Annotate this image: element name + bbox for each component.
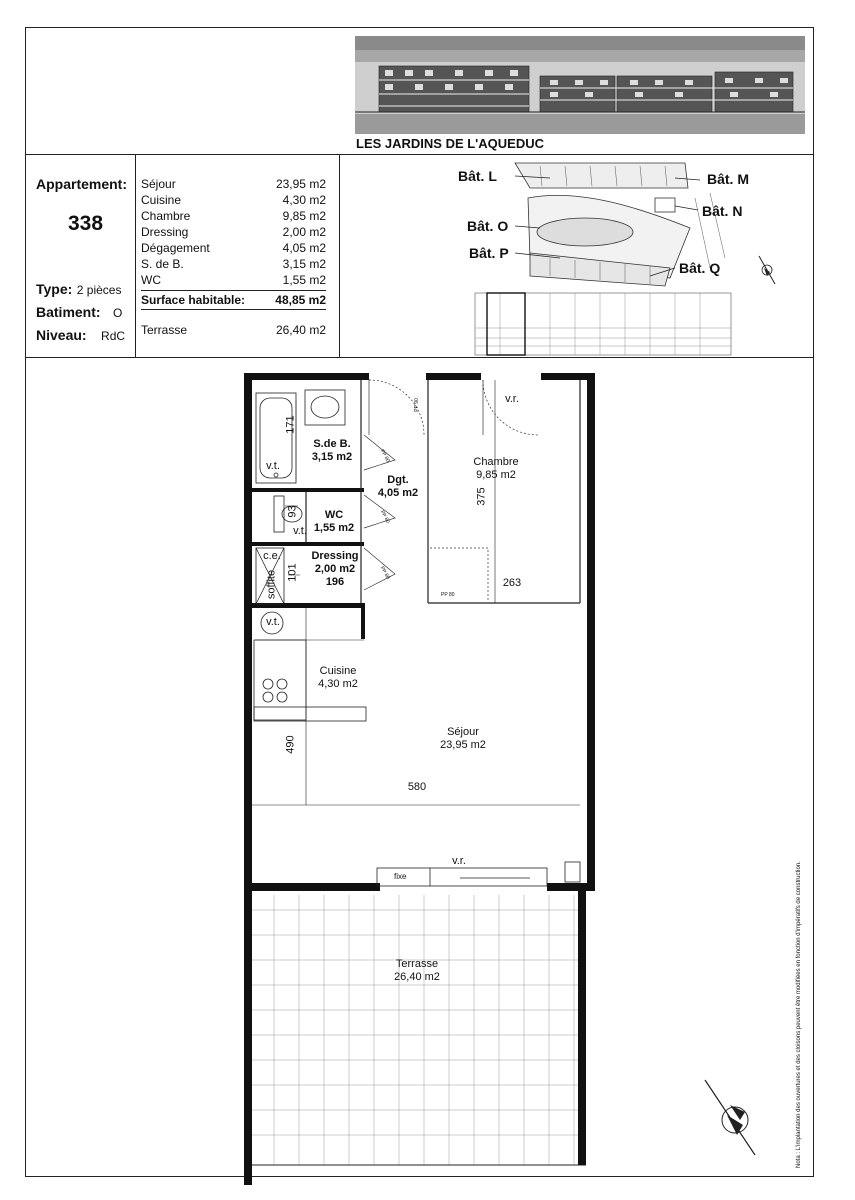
sejour-label	[426, 726, 500, 752]
terrace-tiles	[252, 895, 578, 1165]
cuisine-label	[308, 665, 368, 691]
room-name: Dgt.	[387, 474, 409, 486]
room-name: Cuisine	[141, 193, 182, 207]
dim-93: 93	[286, 505, 299, 518]
bay-window	[377, 862, 580, 886]
room-area: 4,30 m2	[282, 193, 326, 207]
room-area: 4,05 m2	[282, 241, 326, 255]
room-area: 1,55 m2	[282, 273, 326, 287]
room-area: 4,30 m2	[318, 678, 358, 690]
apartment-label: Appartement:	[36, 176, 128, 192]
sdb-label	[306, 438, 358, 464]
door-pp80-label: PP 80	[378, 448, 391, 464]
room-name: Chambre	[141, 209, 191, 223]
building-label: Batiment:	[36, 304, 101, 320]
room-name: Dressing	[141, 225, 189, 239]
chambre-label	[460, 456, 532, 482]
level-value: RdC	[101, 329, 126, 343]
surface-value: 48,85 m2	[275, 293, 326, 307]
dim-375: 375	[475, 487, 488, 506]
apartment-number: 338	[68, 212, 104, 235]
construction-note: Nota : L'implantation des ouvertures et des cloisons peuvent être modifiées en fonction d'impératifs de construction.	[796, 861, 802, 1168]
dgt-label	[372, 474, 424, 500]
room-name: Séjour	[447, 726, 479, 738]
washbasin-icon	[305, 390, 345, 425]
room-name: S. de B.	[141, 257, 184, 271]
room-area: 3,15 m2	[311, 451, 353, 463]
terrace-value: 26,40 m2	[275, 323, 326, 337]
surface-label: Surface habitable:	[141, 293, 246, 307]
room-name: Chambre	[473, 456, 519, 468]
dressing-label	[306, 550, 364, 589]
room-area: 9,85 m2	[476, 469, 516, 481]
dim-171: 171	[284, 415, 297, 434]
terrace-label: Terrasse	[141, 323, 188, 337]
bat-l-label: Bât. L	[458, 168, 497, 184]
terrasse-label	[380, 958, 454, 984]
room-name: WC	[141, 273, 161, 287]
type-value: 2 pièces	[76, 283, 122, 297]
room-area: 2,00 m2	[282, 225, 326, 239]
vr-label: v.r.	[452, 855, 466, 867]
room-area: 4,05 m2	[377, 487, 419, 499]
room-area: 23,95 m2	[440, 739, 486, 751]
room-area: 23,95 m2	[275, 177, 326, 191]
bat-o-label: Bât. O	[467, 218, 509, 234]
room-name: Dégagement	[141, 241, 210, 255]
door-pp80-label: PP 80	[441, 592, 455, 598]
dimension-label: 196	[325, 576, 345, 588]
room-name: S.de B.	[313, 438, 351, 450]
fixe-label: fixe	[394, 872, 407, 881]
room-name: WC	[324, 509, 344, 521]
door-pp80-label: PP 80	[378, 509, 391, 525]
bat-n-label: Bât. N	[702, 203, 743, 219]
dim-101: 101	[286, 563, 299, 582]
room-area: 9,85 m2	[282, 209, 326, 223]
type-label: Type:	[36, 281, 73, 297]
dim-490: 490	[284, 735, 297, 754]
level-label: Niveau:	[36, 327, 87, 343]
room-area: 26,40 m2	[394, 971, 440, 983]
door-pp90-label: PP 90	[413, 398, 420, 412]
dim-580: 580	[407, 781, 427, 793]
room-name: Cuisine	[319, 665, 357, 677]
building-value: O	[113, 306, 123, 320]
room-name: Séjour	[141, 177, 176, 191]
room-area: 1,55 m2	[313, 522, 355, 534]
project-title: LES JARDINS DE L'AQUEDUC	[356, 136, 544, 151]
vr-label: v.r.	[505, 393, 519, 405]
room-area: 2,00 m2	[314, 563, 356, 575]
ce-label: c.e.	[263, 550, 281, 562]
room-area: 3,15 m2	[282, 257, 326, 271]
room-name: Dressing	[311, 550, 359, 562]
north-arrow-icon	[705, 1080, 755, 1155]
vt-label: v.t.	[266, 616, 280, 628]
bat-q-label: Bât. Q	[679, 260, 721, 276]
soffite-label: soffite	[265, 569, 278, 600]
bat-m-label: Bât. M	[707, 171, 749, 187]
bat-p-label: Bât. P	[469, 245, 509, 261]
door-pp80-label: PP 80	[378, 565, 391, 581]
room-name: Terrasse	[395, 958, 439, 970]
dim-263: 263	[502, 577, 522, 589]
vt-label: v.t.	[266, 460, 280, 472]
vt-label: v.t.	[293, 525, 307, 537]
